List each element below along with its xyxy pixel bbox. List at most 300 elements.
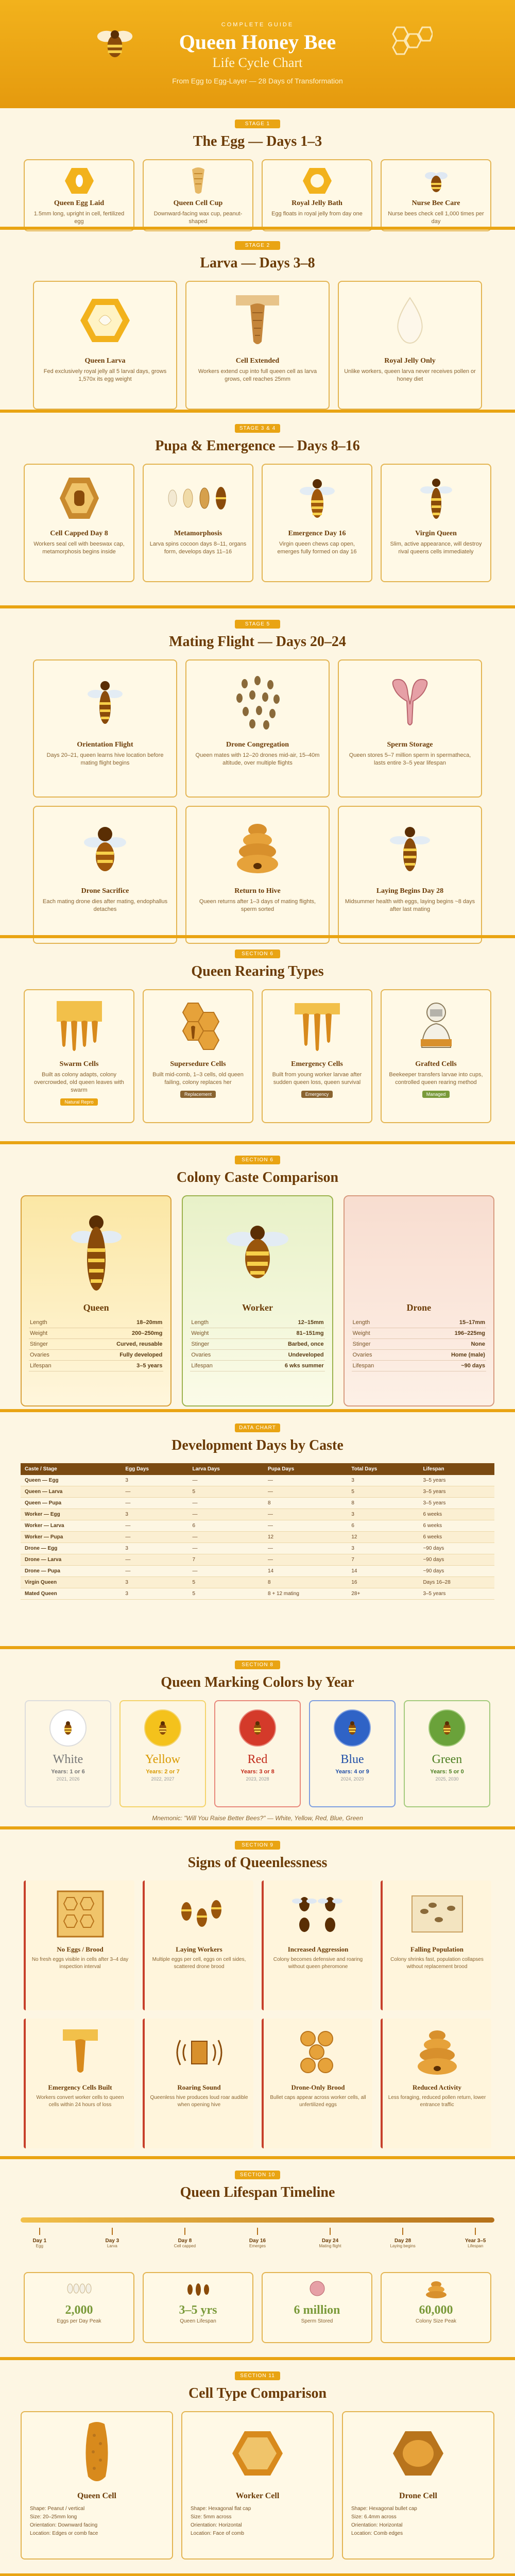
sperm-icon <box>302 2278 333 2299</box>
sign-desc: Colony becomes defensive and roaring without queen pheromone <box>273 1957 363 1970</box>
cell-title: Queen Cell <box>77 2492 116 2500</box>
table-cell: — <box>264 1509 347 1520</box>
section-title: Mating Flight — Days 20–24 <box>169 634 346 650</box>
beekeeper-icon <box>410 998 462 1055</box>
calendar-icon <box>183 2278 214 2299</box>
table-cell: Queen — Larva <box>21 1486 121 1498</box>
page-subtitle: Life Cycle Chart <box>212 55 303 70</box>
stat-label: Length <box>190 1317 239 1328</box>
stat-label: Stinger <box>352 1339 405 1350</box>
card-desc: Downward-facing wax cup, peanut-shaped <box>153 211 243 225</box>
table-cell: 7 <box>188 1554 264 1566</box>
stat-value: Curved, reusable <box>73 1339 164 1350</box>
metamorphosis-icon <box>162 483 234 514</box>
queen-cell-icon <box>79 2420 115 2487</box>
table-cell: 8 <box>264 1498 347 1509</box>
bee-icon <box>438 1719 456 1737</box>
card-desc: Days 20–21, queen learns hive location before mating flight begins <box>46 752 164 766</box>
larva-icon <box>79 295 131 346</box>
card-title: Metamorphosis <box>174 530 222 537</box>
queen-bee-icon <box>418 472 454 524</box>
section-label: SECTION 6 <box>235 950 280 958</box>
signs-section <box>0 1826 515 2156</box>
stat-card <box>143 2272 253 2343</box>
stat-number: 6 million <box>294 2303 340 2317</box>
capped-cell-icon <box>59 475 100 521</box>
header-kicker: COMPLETE GUIDE <box>221 22 294 28</box>
marking-name: Blue <box>340 1753 364 1766</box>
table-row <box>21 1577 494 1588</box>
sign-title: Emergency Cells Built <box>48 2083 112 2091</box>
section-title: Development Days by Caste <box>171 1437 344 1453</box>
section-title: The Egg — Days 1–3 <box>193 133 322 149</box>
table-cell: Worker — Pupa <box>21 1532 121 1543</box>
card-desc: Nurse bees check cell 1,000 times per day <box>388 211 484 225</box>
header <box>0 0 515 108</box>
swarm-cells-icon <box>54 998 105 1055</box>
timeline-day: Day 1 <box>32 2238 47 2244</box>
marking-years: Years: 2 or 7 <box>146 1769 180 1775</box>
caste-card-drone <box>344 1195 494 1406</box>
table-cell: — <box>121 1566 188 1577</box>
rearing-section <box>0 935 515 1141</box>
card-metamorphosis <box>143 464 253 582</box>
table-cell: — <box>188 1498 264 1509</box>
stat-value: 196–225mg <box>405 1328 486 1339</box>
timeline-note: Larva <box>107 2244 117 2248</box>
timeline-note: Lifespan <box>468 2244 484 2248</box>
table-cell: ~90 days <box>419 1554 494 1566</box>
cell-card-queen <box>21 2411 173 2560</box>
card-desc: 1.5mm long, upright in cell, fertilized egg <box>33 211 125 225</box>
card-title: Cell Capped Day 8 <box>50 530 108 537</box>
spermatheca-icon <box>384 673 436 730</box>
table-cell: 8 <box>264 1577 347 1588</box>
table-header: Pupa Days <box>264 1463 347 1475</box>
card-laying-begins <box>338 806 482 944</box>
lifespan-timeline <box>21 2210 494 2272</box>
table-cell: 5 <box>188 1588 264 1600</box>
table-row <box>21 1486 494 1498</box>
table-cell: — <box>121 1520 188 1532</box>
sign-desc: Multiple eggs per cell, eggs on cell sides, scattered drone brood <box>152 1957 246 1970</box>
card-royal-jelly-only <box>338 281 482 410</box>
table-cell: 3 <box>347 1475 419 1486</box>
sign-title: Increased Aggression <box>287 1945 349 1953</box>
sign-desc: Less foraging, reduced pollen return, lower entrance traffic <box>388 2095 486 2108</box>
card-desc: Beekeeper transfers larvae into cups, controlled queen rearing method <box>389 1072 483 1086</box>
table-cell: ~90 days <box>419 1543 494 1554</box>
table-cell: — <box>188 1566 264 1577</box>
card-desc: Each mating drone dies after mating, endophallus detaches <box>42 899 168 912</box>
drone-cell-icon <box>390 2425 447 2482</box>
table-cell: ~90 days <box>419 1566 494 1577</box>
card-return-to-hive <box>185 806 330 944</box>
sign-title: Laying Workers <box>176 1945 222 1953</box>
timeline-note: Laying begins <box>390 2244 416 2248</box>
stat-number: 2,000 <box>65 2303 93 2317</box>
timeline-bar <box>21 2217 494 2223</box>
stat-label: Lifespan <box>29 1361 73 1371</box>
bee-icon <box>249 1719 266 1737</box>
card-desc: Midsummer health with eggs, laying begins ~8 days after last mating <box>345 899 475 912</box>
worker-cell-icon <box>229 2425 286 2482</box>
card-desc: Workers seal cell with beeswax cap, metamorphosis begins inside <box>33 541 125 555</box>
caste-stats <box>352 1317 486 1371</box>
caste-stats <box>190 1317 324 1371</box>
card-title: Drone Congregation <box>226 741 289 749</box>
timeline-day: Day 3 <box>105 2238 119 2244</box>
marking-card-yellow <box>119 1700 206 1807</box>
extended-cell-icon <box>232 292 283 349</box>
timeline-day: Year 3–5 <box>465 2238 486 2244</box>
table-cell: 5 <box>347 1486 419 1498</box>
section-label: STAGE 3 & 4 <box>235 424 280 433</box>
table-header: Egg Days <box>121 1463 188 1475</box>
cell-spec: Orientation: Downward facing <box>30 2522 98 2528</box>
sound-waves-icon <box>171 2029 228 2075</box>
sign-no-eggs <box>24 1880 134 2010</box>
section-label: SECTION 8 <box>235 1660 280 1669</box>
marking-name: Green <box>432 1753 462 1766</box>
stat-card <box>24 2272 134 2343</box>
sign-title: No Eggs / Brood <box>57 1945 104 1953</box>
table-cell: Worker — Egg <box>21 1509 121 1520</box>
caste-section <box>0 1141 515 1409</box>
sign-roaring-sound <box>143 2019 253 2148</box>
cell-spec: Shape: Hexagonal flat cap <box>191 2506 251 2512</box>
card-queen-larva <box>33 281 177 410</box>
table-cell: 3 <box>121 1543 188 1554</box>
card-title: Emergency Cells <box>291 1060 343 1068</box>
sign-desc: No fresh eggs visible in cells after 3–4 day inspection interval <box>31 1957 129 1970</box>
table-cell: — <box>121 1498 188 1509</box>
marking-card-blue <box>309 1700 396 1807</box>
sign-desc: Queenless hive produces loud roar audible when opening hive <box>150 2095 248 2108</box>
section-label: STAGE 2 <box>235 241 280 250</box>
cell-spec: Orientation: Horizontal <box>351 2522 403 2528</box>
card-title: Swarm Cells <box>59 1060 99 1068</box>
mnemonic: Mnemonic: "Will You Raise Better Bees?" — White, Yellow, Red, Blue, Green <box>152 1815 363 1822</box>
timeline-tick <box>330 2228 331 2235</box>
timeline-point <box>444 2228 506 2248</box>
card-tag: Emergency <box>301 1091 333 1098</box>
timeline-day: Day 8 <box>178 2238 192 2244</box>
table-cell: 3 <box>121 1509 188 1520</box>
timeline-tick <box>112 2228 113 2235</box>
table-row <box>21 1520 494 1532</box>
table-header: Caste / Stage <box>21 1463 121 1475</box>
sign-title: Falling Population <box>410 1945 464 1953</box>
card-sperm-storage <box>338 659 482 798</box>
emergency-cells-icon <box>291 998 343 1055</box>
section-label: SECTION 11 <box>235 2371 280 2380</box>
card-desc: Fed exclusively royal jelly all 5 larval days, grows 1,570x its egg weight <box>43 368 167 382</box>
table-row <box>21 1543 494 1554</box>
jelly-drop-icon <box>389 295 431 346</box>
marking-years: Years: 1 or 6 <box>51 1769 85 1775</box>
timeline-point <box>299 2228 361 2248</box>
card-title: Emergence Day 16 <box>288 530 346 537</box>
table-cell: 3–5 years <box>419 1475 494 1486</box>
card-desc: Egg floats in royal jelly from day one <box>271 211 363 217</box>
marking-name: Red <box>247 1753 268 1766</box>
card-desc: Queen mates with 12–20 drones mid-air, 15–40m altitude, over multiple flights <box>195 752 320 766</box>
dev-table-section <box>0 1409 515 1646</box>
card-title: Nurse Bee Care <box>411 199 460 207</box>
stat-card <box>262 2272 372 2343</box>
caste-name: Worker <box>242 1302 273 1313</box>
card-title: Drone Sacrifice <box>81 887 129 895</box>
section-title: Pupa & Emergence — Days 8–16 <box>155 438 360 454</box>
cell-spec: Location: Edges or comb face <box>30 2531 98 2536</box>
timeline-tick <box>257 2228 258 2235</box>
table-cell: 3 <box>121 1588 188 1600</box>
card-emergence <box>262 464 372 582</box>
section-title: Queen Rearing Types <box>191 963 324 979</box>
stat-label: Weight <box>352 1328 405 1339</box>
queen-bee-icon <box>68 1205 125 1298</box>
card-title: Supersedure Cells <box>170 1060 226 1068</box>
stat-value: 12–15mm <box>239 1317 324 1328</box>
card-queen-cell-cup <box>143 159 253 231</box>
card-desc: Workers extend cup into full queen cell as larva grows, cell reaches 25mm <box>198 368 317 382</box>
cell-spec: Orientation: Horizontal <box>191 2522 242 2528</box>
card-swarm-cells <box>24 989 134 1123</box>
table-cell: 6 weeks <box>419 1532 494 1543</box>
marking-years: Years: 3 or 8 <box>241 1769 274 1775</box>
table-cell: — <box>121 1532 188 1543</box>
marking-example: 2024, 2029 <box>340 1776 364 1782</box>
stat-caption: Eggs per Day Peak <box>57 2318 101 2324</box>
section-label: SECTION 6 <box>235 1156 280 1164</box>
table-cell: — <box>264 1543 347 1554</box>
stat-value: ~90 days <box>405 1361 486 1371</box>
table-header: Lifespan <box>419 1463 494 1475</box>
table-cell: — <box>264 1554 347 1566</box>
table-header: Larva Days <box>188 1463 264 1475</box>
stat-value: Fully developed <box>73 1350 164 1361</box>
egg-cell-icon <box>64 165 95 196</box>
table-cell: 3–5 years <box>419 1588 494 1600</box>
card-orientation-flight <box>33 659 177 798</box>
table-cell: — <box>264 1520 347 1532</box>
table-cell: 6 weeks <box>419 1520 494 1532</box>
stat-label: Ovaries <box>352 1350 405 1361</box>
card-title: Orientation Flight <box>77 741 133 749</box>
beehive-icon <box>234 820 281 876</box>
eggs-icon <box>64 2278 95 2299</box>
stat-number: 3–5 yrs <box>179 2303 217 2317</box>
timeline-tick <box>475 2228 476 2235</box>
timeline-note: Egg <box>36 2244 43 2248</box>
marking-dot <box>49 1709 87 1747</box>
table-cell: — <box>188 1532 264 1543</box>
table-cell: 6 <box>347 1520 419 1532</box>
empty-comb-icon <box>55 1888 106 1940</box>
cell-spec: Shape: Hexagonal bullet cap <box>351 2506 417 2512</box>
card-title: Royal Jelly Only <box>384 357 436 365</box>
sign-drone-only-brood <box>262 2019 372 2148</box>
tips-section <box>0 2573 515 2576</box>
table-row <box>21 1566 494 1577</box>
card-desc: Larva spins cocoon days 8–11, organs form, develops days 11–16 <box>149 541 247 555</box>
card-cell-extended <box>185 281 330 410</box>
emerging-bee-icon <box>297 472 338 524</box>
sign-falling-population <box>381 1880 491 2010</box>
bee-icon <box>344 1719 361 1737</box>
table-cell: 14 <box>264 1566 347 1577</box>
table-cell: 5 <box>188 1577 264 1588</box>
timeline-tick <box>184 2228 185 2235</box>
table-cell: 12 <box>264 1532 347 1543</box>
marking-section <box>0 1646 515 1826</box>
card-drone-sacrifice <box>33 806 177 944</box>
card-title: Grafted Cells <box>415 1060 457 1068</box>
marking-dot <box>428 1709 466 1747</box>
marking-years: Years: 5 or 0 <box>430 1769 464 1775</box>
table-cell: 3 <box>121 1475 188 1486</box>
table-cell: 8 + 12 mating <box>264 1588 347 1600</box>
sign-title: Roaring Sound <box>177 2083 221 2091</box>
stat-label: Weight <box>29 1328 73 1339</box>
card-egg-laid <box>24 159 134 231</box>
card-desc: Built from young worker larvae after sudden queen loss, queen survival <box>272 1072 362 1086</box>
card-desc: Built as colony adapts, colony overcrowded, old queen leaves with swarm <box>34 1072 124 1093</box>
section-label: DATA CHART <box>235 1423 280 1432</box>
card-virgin-queen <box>381 464 491 582</box>
card-title: Queen Cell Cup <box>173 199 223 207</box>
table-cell: — <box>264 1486 347 1498</box>
cell-card-worker <box>181 2411 334 2560</box>
card-desc: Slim, active appearance, will destroy rival queens cells immediately <box>390 541 482 555</box>
development-table <box>21 1463 494 1600</box>
timeline-point <box>372 2228 434 2248</box>
marking-example: 2023, 2028 <box>246 1776 269 1782</box>
marking-years: Years: 4 or 9 <box>335 1769 369 1775</box>
angry-bees-icon <box>290 1891 347 1937</box>
caste-card-worker <box>182 1195 333 1406</box>
cell-spec: Location: Comb edges <box>351 2531 403 2536</box>
table-cell: — <box>188 1543 264 1554</box>
caste-stats <box>29 1317 163 1371</box>
caste-card-queen <box>21 1195 171 1406</box>
table-cell: 7 <box>347 1554 419 1566</box>
dead-bees-icon <box>409 1891 466 1937</box>
stat-value: Undeveloped <box>239 1350 324 1361</box>
section-title: Queen Marking Colors by Year <box>161 1674 354 1690</box>
sign-desc: Colony shrinks fast, population collapses without replacement brood <box>390 1957 484 1970</box>
section-title: Colony Caste Comparison <box>176 1170 339 1185</box>
table-cell: Queen — Egg <box>21 1475 121 1486</box>
card-desc: Queen returns after 1–3 days of mating flights, sperm sorted <box>199 899 316 912</box>
table-cell: — <box>264 1475 347 1486</box>
table-cell: Queen — Pupa <box>21 1498 121 1509</box>
marking-name: Yellow <box>145 1753 181 1766</box>
card-grafted-cells <box>381 989 491 1123</box>
timeline-day: Day 28 <box>394 2238 411 2244</box>
table-cell: — <box>188 1475 264 1486</box>
table-cell: Days 16–28 <box>419 1577 494 1588</box>
table-cell: — <box>188 1509 264 1520</box>
stat-number: 60,000 <box>419 2303 453 2317</box>
sign-desc: Workers convert worker cells to queen cells within 24 hours of loss <box>36 2095 124 2108</box>
table-row <box>21 1554 494 1566</box>
stat-caption: Colony Size Peak <box>416 2318 456 2324</box>
cell-spec: Location: Face of comb <box>191 2531 244 2536</box>
drone-swarm-icon <box>229 673 286 730</box>
card-tag: Natural Repro <box>60 1098 97 1106</box>
timeline-point <box>154 2228 216 2248</box>
stat-label: Ovaries <box>190 1350 239 1361</box>
card-title: Queen Egg Laid <box>54 199 105 207</box>
section-label: SECTION 9 <box>235 1841 280 1850</box>
sign-laying-workers <box>143 1880 253 2010</box>
table-cell: 3 <box>347 1543 419 1554</box>
marking-example: 2022, 2027 <box>151 1776 175 1782</box>
card-title: Virgin Queen <box>415 530 457 537</box>
card-title: Return to Hive <box>234 887 281 895</box>
card-supersedure-cells <box>143 989 253 1123</box>
marking-card-red <box>214 1700 301 1807</box>
timeline-tick <box>402 2228 403 2235</box>
stat-value: 81–151mg <box>239 1328 324 1339</box>
card-desc: Queen stores 5–7 million sperm in spermatheca, lasts entire 3–5 year lifespan <box>349 752 471 766</box>
section-title: Cell Type Comparison <box>188 2385 327 2401</box>
sign-title: Drone-Only Brood <box>291 2083 345 2091</box>
cell-spec: Shape: Peanut / vertical <box>30 2506 85 2512</box>
card-cell-capped <box>24 464 134 582</box>
stat-value: None <box>405 1339 486 1350</box>
card-title: Royal Jelly Bath <box>291 199 342 207</box>
table-cell: 6 <box>188 1520 264 1532</box>
table-cell: — <box>121 1486 188 1498</box>
cell-spec: Size: 20–25mm long <box>30 2514 77 2520</box>
drone-bee-icon <box>82 820 128 876</box>
hive-icon <box>414 2026 460 2078</box>
stat-value: 3–5 years <box>73 1361 164 1371</box>
table-row <box>21 1509 494 1520</box>
table-cell: 16 <box>347 1577 419 1588</box>
stat-value: Barbed, once <box>239 1339 324 1350</box>
sign-title: Reduced Activity <box>413 2083 461 2091</box>
timeline-point <box>227 2228 288 2248</box>
page-title: Queen Honey Bee <box>179 30 336 54</box>
section-title: Larva — Days 3–8 <box>200 255 315 271</box>
cell-spec: Size: 5mm across <box>191 2514 232 2520</box>
marking-dot <box>144 1709 181 1747</box>
cell-cup-icon <box>183 165 214 196</box>
lifespan-section <box>0 2156 515 2357</box>
emergency-cell-icon <box>60 2026 101 2078</box>
timeline-note: Emerges <box>249 2244 266 2248</box>
table-cell: 28+ <box>347 1588 419 1600</box>
card-desc: Unlike workers, queen larva never receives pollen or honey diet <box>344 368 476 382</box>
card-desc: Virgin queen chews cap open, emerges fully formed on day 16 <box>277 541 357 555</box>
table-cell: 6 weeks <box>419 1509 494 1520</box>
timeline-note: Mating flight <box>319 2244 341 2248</box>
section-label: STAGE 1 <box>235 120 280 128</box>
sign-desc: Bullet caps appear across worker cells, all unfertilized eggs <box>270 2095 366 2108</box>
stat-caption: Queen Lifespan <box>180 2318 216 2324</box>
timeline-tick <box>39 2228 40 2235</box>
table-cell: 12 <box>347 1532 419 1543</box>
timeline-day: Day 24 <box>321 2238 339 2244</box>
egg-section <box>0 108 515 227</box>
card-title: Sperm Storage <box>387 741 433 749</box>
timeline-point <box>9 2228 71 2248</box>
pupa-section <box>0 410 515 605</box>
